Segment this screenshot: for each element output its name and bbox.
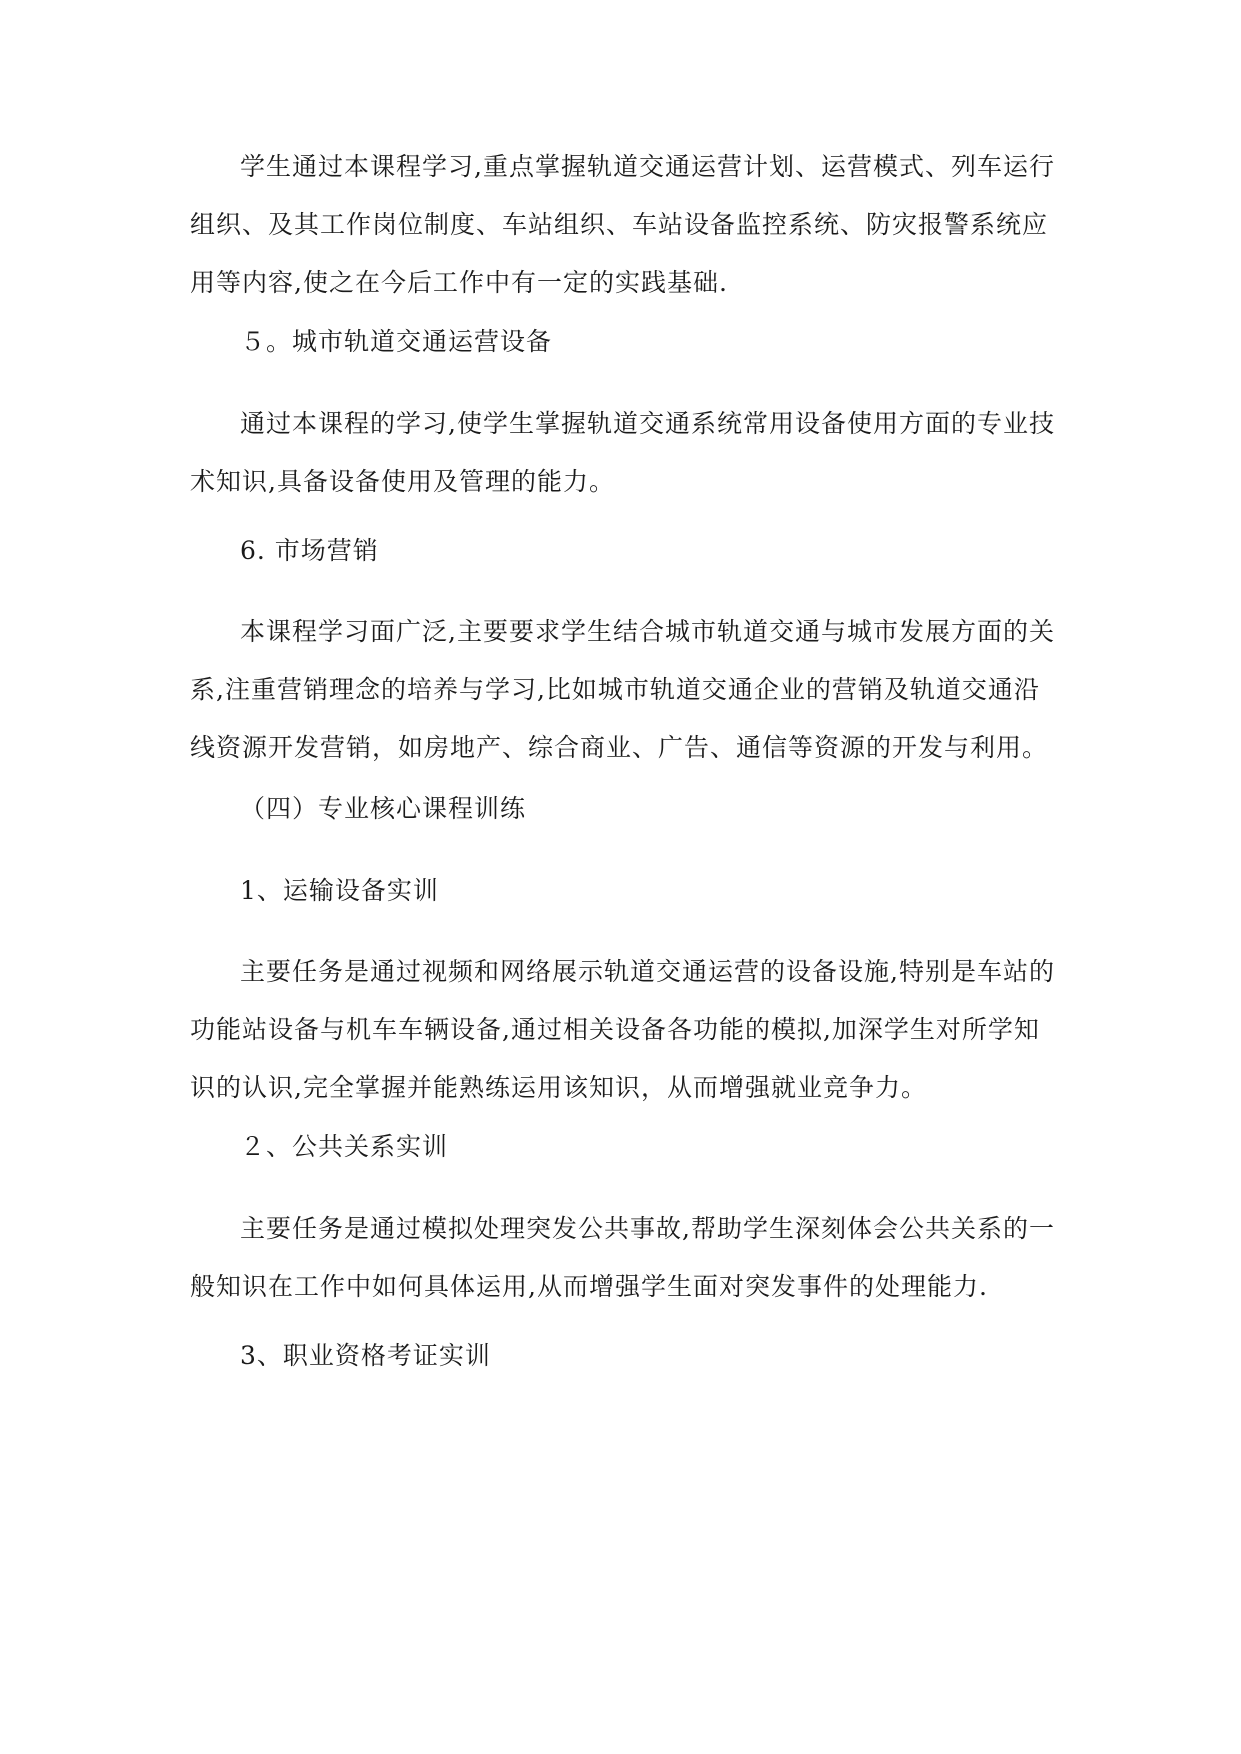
heading-certification-training: 3、职业资格考证实训: [240, 1341, 491, 1370]
heading-public-relations-training: ２、公共关系实训: [240, 1132, 449, 1161]
paragraph-equipment-course: 通过本课程的学习,使学生掌握轨道交通系统常用设备使用方面的专业技术知识,具备设备使用及管理的能力。: [190, 409, 1055, 496]
heading-equipment-training: 1、运输设备实训: [240, 876, 439, 905]
heading-core-training: （四）专业核心课程训练: [240, 794, 527, 823]
paragraph-public-relations-training: 主要任务是通过模拟处理突发公共事故,帮助学生深刻体会公共关系的一般知识在工作中如何具体运用,从而增强学生面对突发事件的处理能力.: [190, 1214, 1055, 1301]
paragraph-equipment-training: 主要任务是通过视频和网络展示轨道交通运营的设备设施,特别是车站的功能站设备与机车车辆设备,通过相关设备各功能的模拟,加深学生对所学知识的认识,完全掌握并能熟练运用该知识，从而增强就业竞争力。: [190, 957, 1055, 1102]
heading-marketing: 6. 市场营销: [240, 536, 379, 565]
paragraph-operations-course: 学生通过本课程学习,重点掌握轨道交通运营计划、运营模式、列车运行组织、及其工作岗位制度、车站组织、车站设备监控系统、防灾报警系统应用等内容,使之在今后工作中有一定的实践基础.: [190, 152, 1055, 297]
paragraph-marketing-course: 本课程学习面广泛,主要要求学生结合城市轨道交通与城市发展方面的关系,注重营销理念的培养与学习,比如城市轨道交通企业的营销及轨道交通沿线资源开发营销，如房地产、综合商业、广告、通信等资源的开发与利用。: [190, 617, 1055, 762]
heading-operations-equipment: ５。城市轨道交通运营设备: [240, 327, 553, 356]
